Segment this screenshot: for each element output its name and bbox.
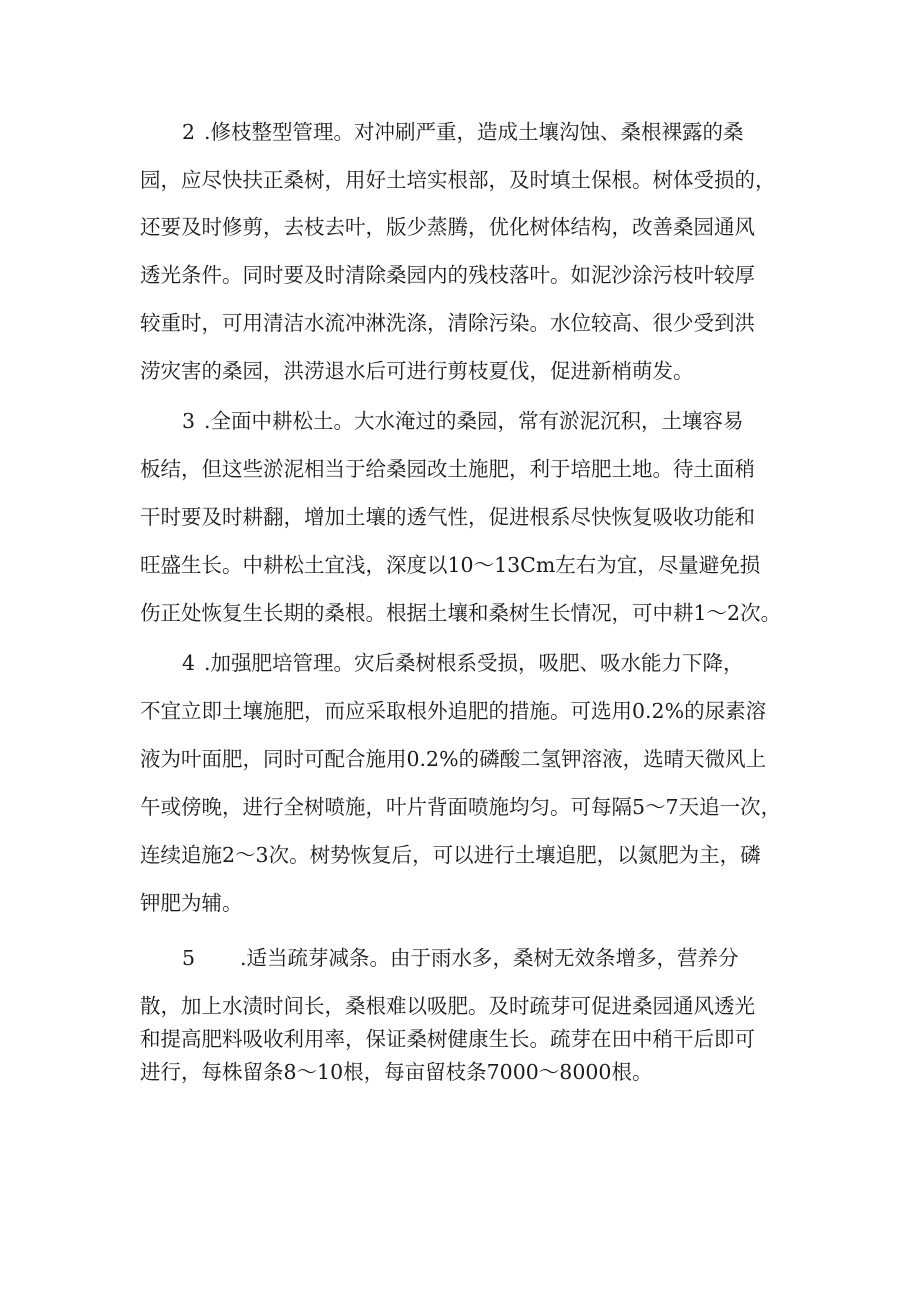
- section-3-line-5: 伤正处恢复生长期的桑根。根据土壤和桑树生长情况，可中耕1～2次。: [140, 601, 782, 625]
- section-5-line-2: 散，加上水渍时间长，桑根难以吸肥。及时疏芽可促进桑园通风透光: [140, 994, 755, 1018]
- section-2-line-3: 还要及时修剪，去枝去叶，版少蒸腾，优化树体结构，改善桑园通风: [140, 215, 755, 239]
- section-5-line-4: 进行，每株留条8～10根，每亩留枝条7000～8000根。: [140, 1060, 653, 1084]
- section-2-number: 2: [182, 120, 196, 144]
- section-4-line-5: 连续追施2～3次。树势恢复后，可以进行土壤追肥，以氮肥为主，磷: [140, 843, 761, 867]
- section-2-line-2: 园，应尽快扶正桑树，用好土培实根部，及时填土保根。树体受损的，: [140, 168, 776, 192]
- section-2-line-4: 透光条件。同时要及时清除桑园内的残枝落叶。如泥沙涂污枝叶较厚: [140, 263, 755, 287]
- section-4-line-2: 不宜立即土壤施肥，而应采取根外追肥的措施。可选用0.2%的尿素溶: [140, 699, 767, 723]
- section-3-line-2: 板结，但这些淤泥相当于给桑园改土施肥，利于培肥土地。待土面稍: [140, 457, 755, 481]
- section-4-line-6: 钾肥为辅。: [140, 891, 243, 915]
- section-3-line-1: 3 .全面中耕松土。大水淹过的桑园，常有淤泥沉积，土壤容易: [182, 409, 744, 433]
- section-4-line-1: 4 .加强肥培管理。灾后桑树根系受损，吸肥、吸水能力下降，: [182, 651, 744, 675]
- section-3-number: 3: [182, 409, 196, 433]
- section-5-line-3: 和提高肥料吸收利用率，保证桑树健康生长。疏芽在田中稍干后即可: [140, 1027, 755, 1051]
- section-2-line-1: 2 .修枝整型管理。对冲刷严重，造成土壤沟蚀、桑根裸露的桑: [182, 120, 744, 144]
- section-5-number: 5: [182, 946, 196, 970]
- section-4-line-3: 液为叶面肥，同时可配合施用0.2%的磷酸二氢钾溶液，选晴天微风上: [140, 747, 767, 771]
- section-2-line-6: 涝灾害的桑园，洪涝退水后可进行剪枝夏伐，促进新梢萌发。: [140, 359, 694, 383]
- section-2-line-5: 较重时，可用清洁水流冲淋洗涤，清除污染。水位较高、很少受到洪: [140, 311, 755, 335]
- section-4-line-4: 午或傍晚，进行全树喷施，叶片背面喷施均匀。可每隔5～7天追一次，: [140, 795, 782, 819]
- section-4-number: 4: [182, 651, 196, 675]
- section-5-line-1: 5 .适当疏芽减条。由于雨水多，桑树无效条增多，营养分: [182, 946, 739, 970]
- section-3-line-3: 干时要及时耕翻，增加土壤的透气性，促进根系尽快恢复吸收功能和: [140, 505, 755, 529]
- section-3-line-4: 旺盛生长。中耕松土宜浅，深度以10～13Cm左右为宜，尽量避免损: [140, 553, 761, 577]
